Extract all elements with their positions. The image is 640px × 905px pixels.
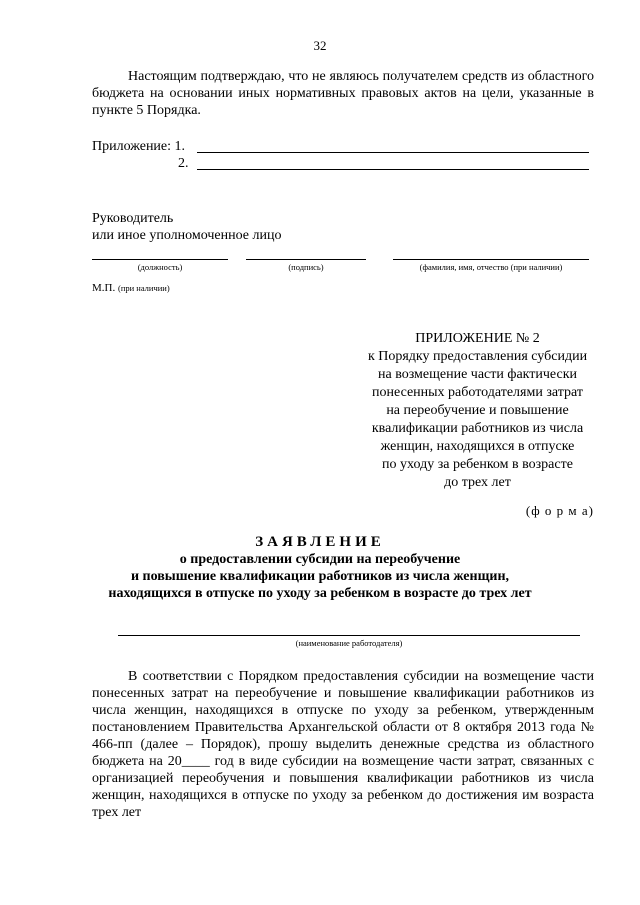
- form-label: (ф о р м а): [525, 503, 594, 518]
- annex-line: женщин, находящихся в отпуске: [380, 439, 575, 454]
- stamp-block: [92, 282, 170, 294]
- attachment-1-line: [197, 152, 589, 153]
- name-caption: (фамилия, имя, отчество (при наличии): [419, 262, 563, 272]
- employer-caption: (наименование работодателя): [295, 638, 403, 648]
- position-line: [92, 259, 228, 260]
- heading-line: и повышение квалификации работников из числа женщин,: [130, 569, 510, 584]
- signature-caption: (подпись): [288, 262, 324, 272]
- confirmation-paragraph: Настоящим подтверждаю, что не являюсь получателем средств из областного бюджета на основании иных нормативных правовых актов на цели, указанные в пункте 5 Порядка.: [92, 69, 594, 118]
- name-line: [393, 259, 589, 260]
- document-heading: [80, 534, 560, 602]
- position-caption: (должность): [137, 262, 183, 272]
- body-paragraph: В соответствии с Порядком предоставления субсидии на возмещение части понесенных затрат на переобучение и повышение квалификации работников из числа женщин, находящихся в отпуске по уходу за ребенком, утвержденным постановлением Правительства Архангельской области от 8 октября 2013 года № 466-пп (далее – Порядок), прошу выделить денежные средства из областного бюджета на 20____ год в виде субсидии на возмещение части затрат, связанных с организацией переобучения и повышения квалификации работников из числа женщин, находящихся в отпуске по уходу за ребенком до достижения им возраста трех лет: [92, 669, 594, 820]
- heading-title: ЗАЯВЛЕНИЕ: [255, 534, 385, 550]
- attachment-2-label: 2.: [178, 156, 189, 171]
- page-number: 32: [313, 38, 327, 53]
- annex-line: по уходу за ребенком в возрасте: [382, 457, 573, 472]
- stamp-note: (при наличии): [117, 283, 170, 293]
- annex-line: до трех лет: [444, 475, 511, 490]
- signatory-subtitle: или иное уполномоченное лицо: [92, 228, 282, 243]
- annex-line: понесенных работодателями затрат: [372, 385, 583, 400]
- annex-line: на возмещение части фактически: [377, 367, 578, 382]
- annex-line: на переобучение и повышение: [386, 403, 569, 418]
- signature-line: [246, 259, 366, 260]
- annex-line: ПРИЛОЖЕНИЕ № 2: [415, 331, 540, 346]
- annex-line: к Порядку предоставления субсидии: [367, 349, 588, 364]
- attachments-label: Приложение: 1.: [92, 139, 186, 154]
- stamp-label: М.П.: [92, 282, 116, 294]
- employer-name-line: [118, 635, 580, 636]
- heading-line: находящихся в отпуске по уходу за ребенком в возрасте до трех лет: [108, 586, 532, 601]
- annex-line: квалификации работников из числа: [371, 421, 584, 436]
- heading-line: о предоставлении субсидии на переобучение: [179, 552, 461, 567]
- signatory-title: Руководитель: [92, 211, 174, 226]
- attachment-2-line: [197, 169, 589, 170]
- annex-block: [350, 330, 605, 492]
